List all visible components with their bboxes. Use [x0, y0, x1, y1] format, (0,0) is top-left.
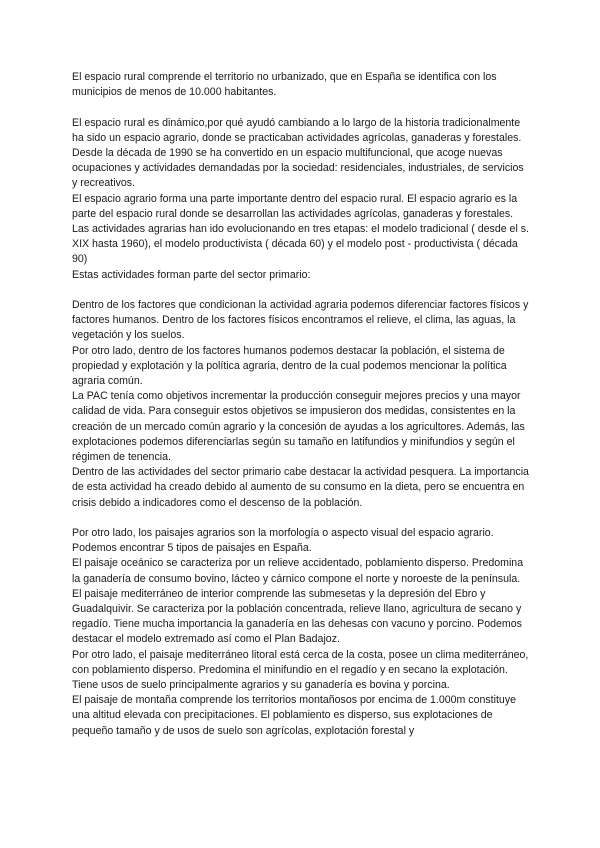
paragraph-8: La PAC tenía como objetivos incrementar la producción conseguir mejores precios y una mayor calidad de vida. Para conseguir estos objetivos se impusieron dos medidas, consistentes en la creación de un mercado común agrario y la concesión de ayudas a los agricultores. Además, las explotaciones podemos diferenciarlas según su tamaño en latifundios y minifundios y según el régimen de tenencia. — [72, 390, 525, 464]
paragraph-7: Por otro lado, dentro de los factores humanos podemos destacar la población, el sistema de propiedad y explotación y la política agraria, dentro de la cual podemos mencionar la política agraria común. — [72, 344, 507, 388]
paragraph-10: Por otro lado, los paisajes agrarios son la morfología o aspecto visual del espacio agrario. Podemos encontrar 5 tipos de paisajes en España. — [72, 527, 494, 555]
document-page — [72, 70, 530, 739]
paragraph-9: Dentro de las actividades del sector primario cabe destacar la actividad pesquera. La importancia de esta actividad ha creado debido al aumento de su consumo en la dieta, pero se encuentra en crisis debido a indicadores como el descenso de la población. — [72, 466, 529, 509]
paragraph-6: Dentro de los factores que condicionan la actividad agraria podemos diferenciar factores físicos y factores humanos. Dentro de los factores físicos encontramos el relieve, el clima, las aguas, la vegetación y los suelos. — [72, 299, 529, 342]
paragraph-13: El paisaje de montaña comprende los territorios montañosos por encima de 1.000m constituye una altitud elevada con precipitaciones. El poblamiento es disperso, sus explotaciones de pequeño tamaño y de usos de suelo son agrícolas, explotación forestal y — [72, 694, 517, 737]
paragraph-3: Desde la década de 1990 se ha convertido en un espacio multifuncional, que acoge nuevas ocupaciones y actividades demandadas por la sociedad: residenciales, industriales, de servicios y recreativos. — [72, 147, 524, 190]
paragraph-11: El paisaje oceánico se caracteriza por un relieve accidentado, poblamiento disperso. Predomina la ganadería de consumo bovino, lácteo y cárnico compone el norte y noroeste de la península. El paisaje mediterráneo de interior comprende las submesetas y la depresión del Ebro y Guadalquivir. Se caracteriza por la población concentrada, relieve llano, agricultura de secano y regadío. Tiene mucha importancia la ganadería en las dehesas con vacuno y porcino. Podemos destacar el modelo extremado así como el Plan Badajoz. — [72, 557, 524, 646]
paragraph-5: Estas actividades forman parte del sector primario: — [72, 268, 311, 281]
paragraph-12: Por otro lado, el paisaje mediterráneo litoral está cerca de la costa, posee un clima mediterráneo, con poblamiento disperso. Predomina el minifundio en el regadío y en secano la explotación. Tiene usos de suelo principalmente agrarios y su ganadería es bovina y porcina. — [72, 648, 529, 692]
paragraph-1: El espacio rural comprende el territorio no urbanizado, que en España se identifica con los municipios de menos de 10.000 habitantes. — [72, 71, 497, 99]
paragraph-2: El espacio rural es dinámico,por qué ayudó cambiando a lo largo de la historia tradicionalmente ha sido un espacio agrario, donde se practicaban actividades agrícolas, ganaderas y forestales. — [72, 116, 522, 144]
paragraph-4: El espacio agrario forma una parte importante dentro del espacio rural. El espacio agrario es la parte del espacio rural donde se desarrollan las actividades agrícolas, ganaderas y forestales. Las actividades agrarias han ido evolucionando en tres etapas: el modelo tradicional ( desde el s. XIX hasta 1960), el modelo productivista ( década 60) y el modelo post - productivista ( década 90) — [72, 192, 529, 266]
